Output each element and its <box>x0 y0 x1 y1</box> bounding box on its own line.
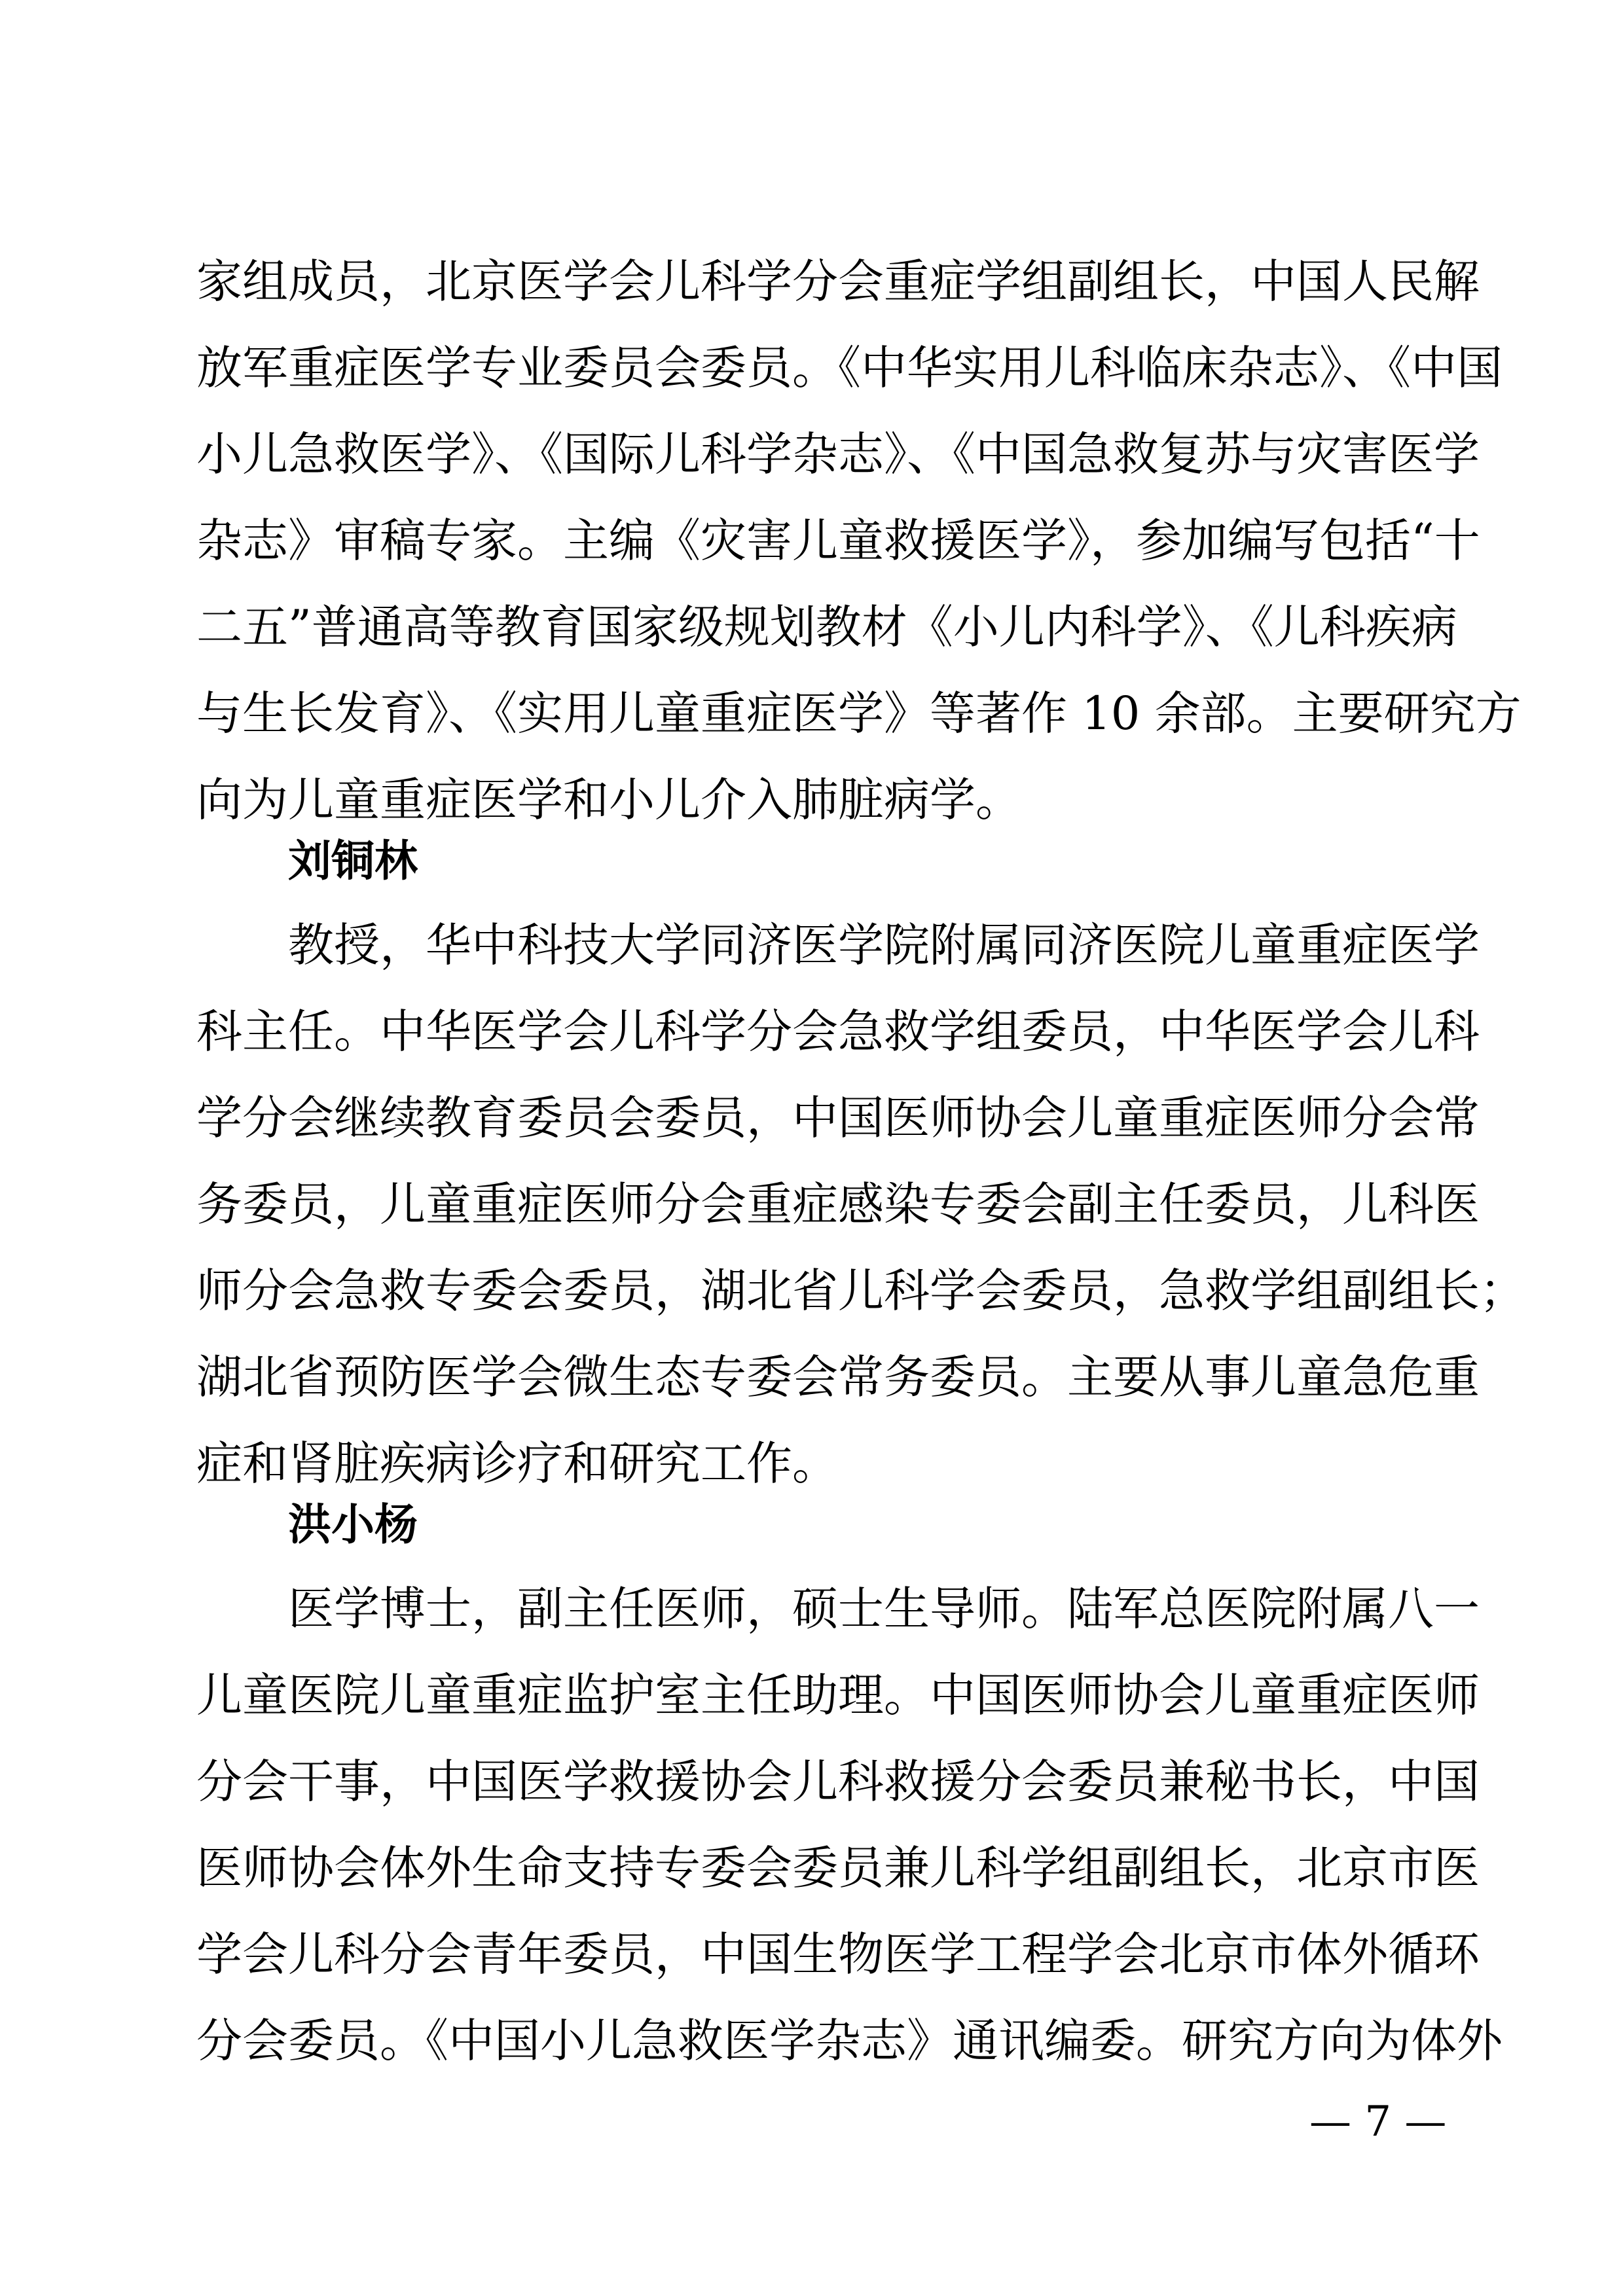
text-line: 师分会急救专委会委员，湖北省儿科学会委员，急救学组副组长； <box>196 1264 1525 1318</box>
text-line: 症和肾脏疾病诊疗和研究工作。 <box>196 1437 838 1490</box>
text-line: 杂志》审稿专家。主编《灾害儿童救援医学》，参加编写包括“十 <box>196 514 1480 567</box>
text-line: 向为儿童重症医学和小儿介入肺脏病学。 <box>196 773 1021 827</box>
text-line: 湖北省预防医学会微生态专委会常务委员。主要从事儿童急危重 <box>196 1350 1480 1404</box>
text-line: 小儿急救医学》、《国际儿科学杂志》、《中国急救复苏与灾害医学 <box>196 427 1480 481</box>
text-line: 儿童医院儿童重症监护室主任助理。中国医师协会儿童重症医师 <box>196 1668 1480 1722</box>
text-line: 医师协会体外生命支持专委会委员兼儿科学组副组长，北京市医 <box>196 1841 1480 1895</box>
text-line: 分会干事，中国医学救援协会儿科救援分会委员兼秘书长，中国 <box>196 1755 1480 1808</box>
text-line: 学会儿科分会青年委员，中国生物医学工程学会北京市体外循环 <box>196 1928 1480 1981</box>
text-line: 医学博士，副主任医师，硕士生导师。陆军总医院附属八一 <box>288 1582 1480 1636</box>
text-line: 教授，华中科技大学同济医学院附属同济医院儿童重症医学 <box>288 918 1480 972</box>
text-line: 放军重症医学专业委员会委员。《中华实用儿科临床杂志》、《中国 <box>196 341 1503 395</box>
text-line: 分会委员。《中国小儿急救医学杂志》通讯编委。研究方向为体外 <box>196 2014 1503 2068</box>
text-line: 科主任。中华医学会儿科学分会急救学组委员，中华医学会儿科 <box>196 1005 1480 1058</box>
person-name-heading: 洪小杨 <box>288 1499 418 1550</box>
page-number: — 7 — <box>1309 2098 1447 2146</box>
text-line: 务委员，儿童重症医师分会重症感染专委会副主任委员，儿科医 <box>196 1177 1480 1231</box>
text-line: 家组成员，北京医学会儿科学分会重症学组副组长，中国人民解 <box>196 255 1480 308</box>
person-name-heading: 刘铜林 <box>288 836 418 886</box>
text-line: 二五”普通高等教育国家级规划教材《小儿内科学》、《儿科疾病 <box>196 600 1457 654</box>
text-line: 与生长发育》、《实用儿童重症医学》等著作 10 余部。主要研究方 <box>196 687 1522 740</box>
text-line: 学分会继续教育委员会委员，中国医师协会儿童重症医师分会常 <box>196 1091 1480 1145</box>
